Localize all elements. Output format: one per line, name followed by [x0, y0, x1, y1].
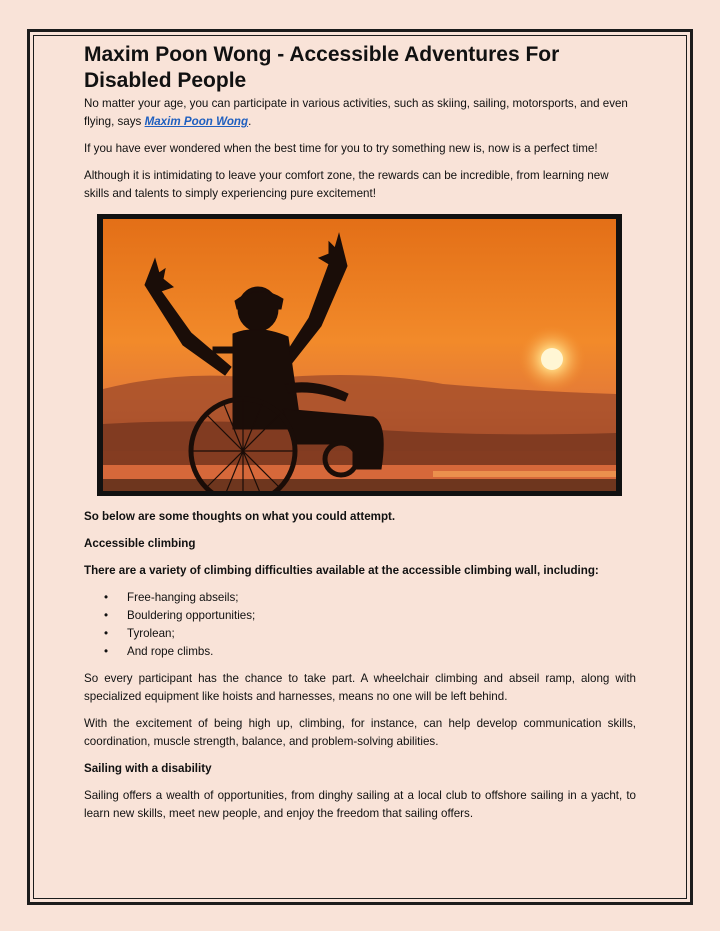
climbing-subheading: There are a variety of climbing difficulties available at the accessible climbing wall, including: — [84, 564, 599, 577]
bullet-icon: • — [104, 609, 109, 622]
list-item-text: And rope climbs. — [127, 645, 214, 658]
sailing-heading: Sailing with a disability — [84, 762, 212, 775]
article-body — [84, 508, 636, 832]
climbing-heading: Accessible climbing — [84, 537, 196, 550]
intro-end: . — [248, 115, 252, 128]
list-item — [84, 625, 636, 643]
paragraph-3: Although it is intimidating to leave your comfort zone, the rewards can be incredible, from learning new skills and talents to simply experiencing pure excitement! — [84, 169, 609, 200]
list-item-text: Tyrolean; — [127, 627, 175, 640]
page-title: Maxim Poon Wong - Accessible Adventures For Disabled People — [84, 43, 560, 92]
sunset-photo-frame — [97, 214, 622, 496]
list-item — [84, 643, 636, 661]
climbing-paragraph-1: So every participant has the chance to take part. A wheelchair climbing and abseil ramp, along with specialized equipment like hoists and harnesses, means no one will be left behind. — [84, 672, 636, 703]
wheelchair-sunset-image — [103, 219, 616, 491]
author-link[interactable]: Maxim Poon Wong — [144, 115, 249, 128]
intro-paragraph — [84, 95, 636, 131]
sailing-paragraph: Sailing offers a wealth of opportunities, from dinghy sailing at a local club to offshore sailing in a yacht, to learn new skills, meet new people, and enjoy the freedom that sailing offers. — [84, 789, 636, 820]
list-item-text: Bouldering opportunities; — [127, 609, 256, 622]
bullet-icon: • — [104, 627, 109, 640]
article-top — [84, 42, 636, 212]
list-item — [84, 589, 636, 607]
climbing-list — [84, 589, 636, 661]
list-item — [84, 607, 636, 625]
intro-text: No matter your age, you can participate in various activities, such as skiing, sailing, motorsports, and even flying, says — [84, 97, 628, 128]
list-item-text: Free-hanging abseils; — [127, 591, 239, 604]
bullet-icon: • — [104, 645, 109, 658]
paragraph-2: If you have ever wondered when the best time for you to try something new is, now is a perfect time! — [84, 142, 598, 155]
thoughts-heading: So below are some thoughts on what you could attempt. — [84, 510, 396, 523]
bullet-icon: • — [104, 591, 109, 604]
climbing-paragraph-2: With the excitement of being high up, climbing, for instance, can help develop communication skills, coordination, muscle strength, balance, and problem-solving abilities. — [84, 717, 636, 748]
